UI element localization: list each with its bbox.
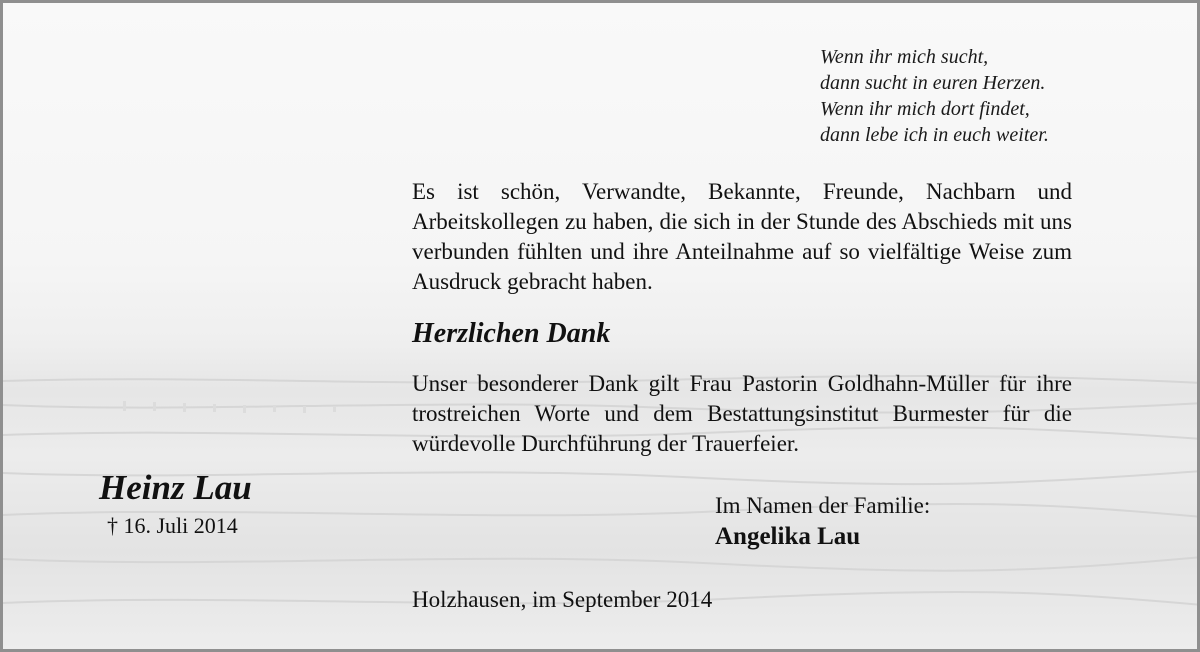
thanks-paragraph: Es ist schön, Verwandte, Bekannte, Freunde, Nachbarn und Arbeitskollegen zu haben, die sich in der Stunde des Abschieds mit uns verbunden fühlten und ihre Anteilnahme auf so vielfältige Weise zum Ausdruck gebracht haben. [412,179,1072,294]
poem-line: Wenn ihr mich sucht, [820,46,989,68]
poem-line: dann sucht in euren Herzen. [820,72,1046,94]
thanks-heading: Herzlichen Dank [412,318,611,349]
death-date: † 16. Juli 2014 [107,513,238,538]
poem-line: Wenn ihr mich dort findet, [820,98,1030,120]
poem-line: dann lebe ich in euch weiter. [820,124,1049,146]
signature-name: Angelika Lau [715,523,861,550]
signature-line: Im Namen der Familie: [715,493,931,518]
poem [820,44,1049,148]
deceased-name: Heinz Lau [99,468,252,507]
place-date: Holzhausen, im September 2014 [412,587,713,612]
special-thanks-paragraph: Unser besonderer Dank gilt Frau Pastorin Goldhahn-Müller für ihre trostreichen Worte und dem Bestattungsinstitut Burmester für die würdevolle Durchführung der Trauerfeier. [412,371,1072,456]
